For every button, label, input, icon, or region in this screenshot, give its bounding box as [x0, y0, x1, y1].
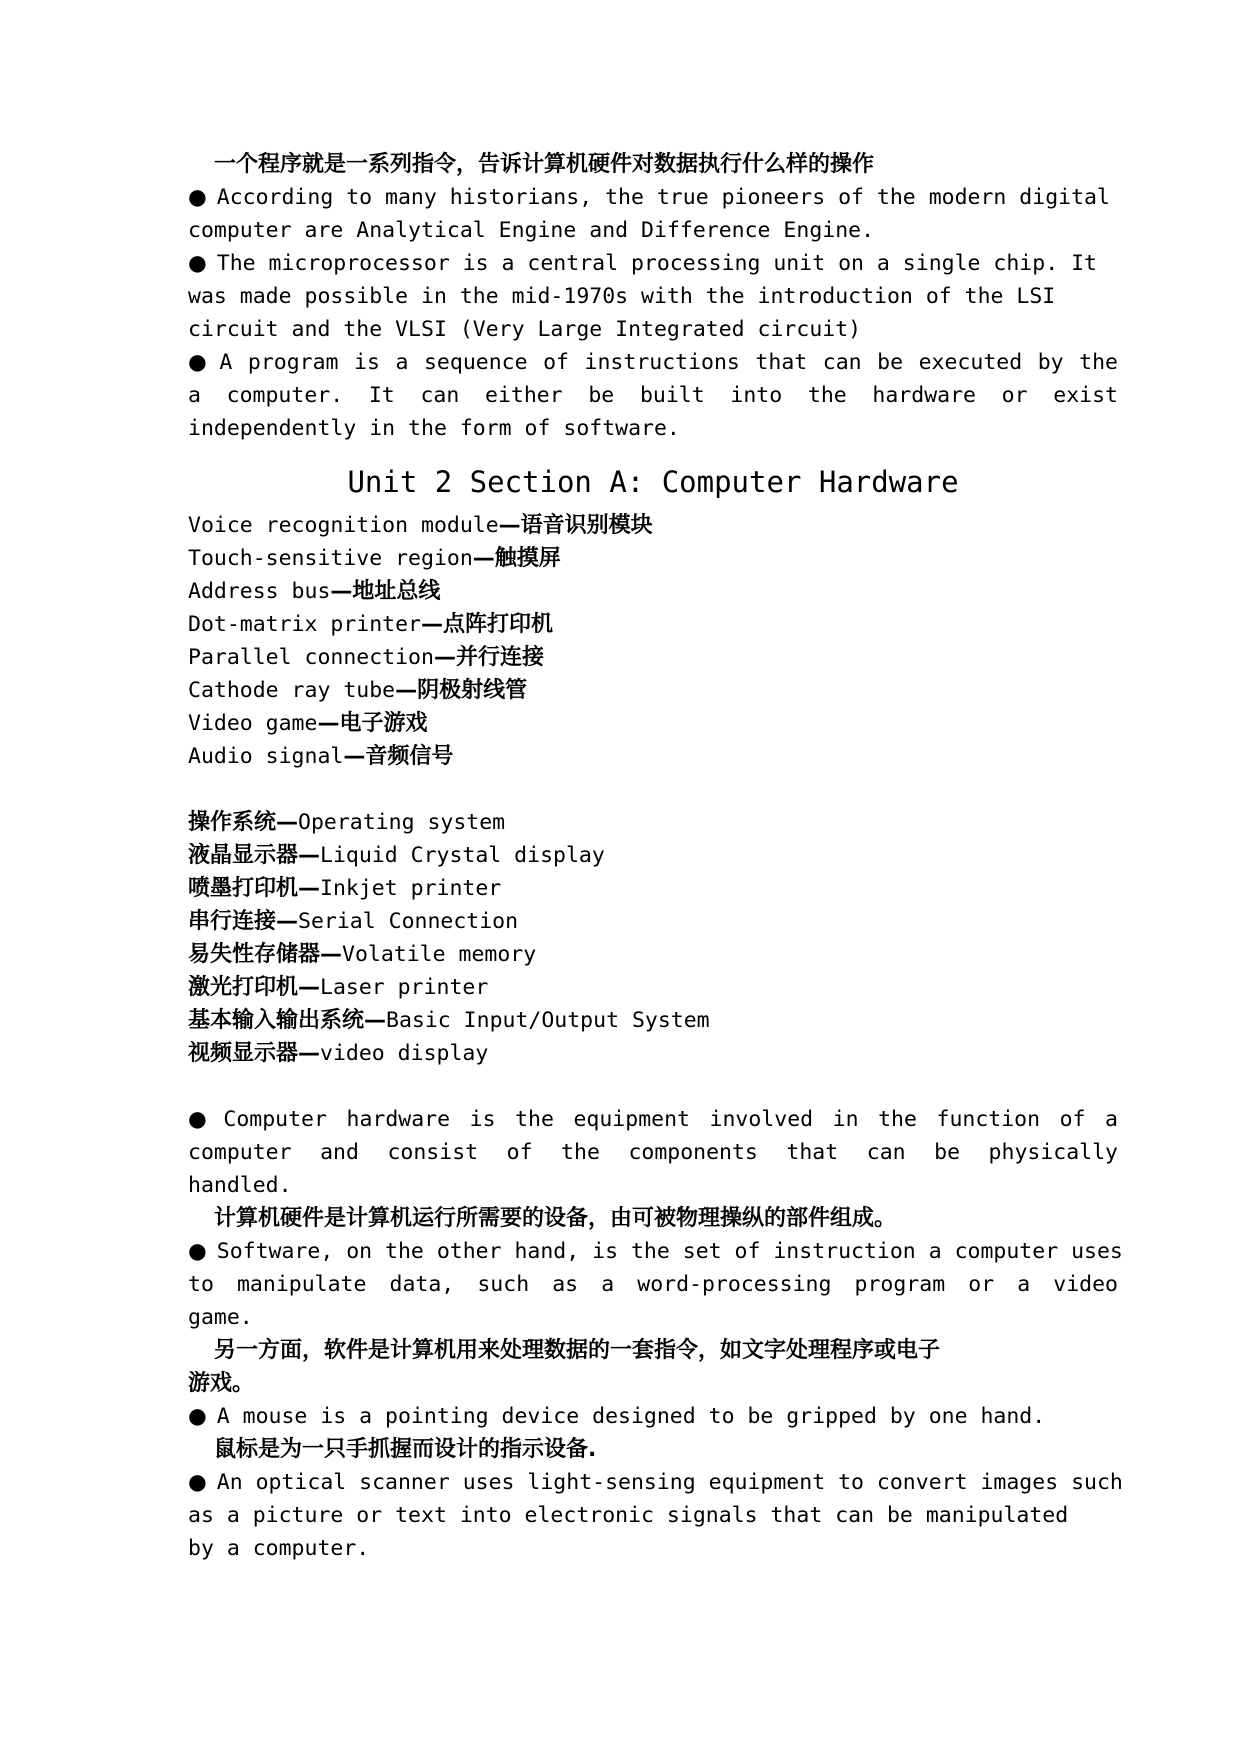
vocab-dash: —	[364, 1008, 387, 1033]
vocab-item	[188, 971, 1118, 1004]
sw-para-line-3: game.	[188, 1305, 253, 1330]
intro-bullet-1-line-2: computer are Analytical Engine and Difference Engine.	[188, 218, 875, 243]
intro-bullet-1-line-1: ● According to many historians, the true pioneers of the modern digital	[188, 181, 1118, 214]
vocab-dash: —	[276, 810, 299, 835]
vocab-en: Serial Connection	[298, 909, 519, 934]
vocab-en: Laser printer	[320, 975, 489, 1000]
vocab-item	[188, 1037, 1118, 1070]
vocab-zh: 触摸屏	[494, 546, 561, 571]
vocab-zh: 串行连接	[188, 909, 277, 934]
vocab-item	[188, 707, 1118, 740]
vocab-dash: —	[421, 612, 443, 637]
intro-bullet-2-line-1: ● The microprocessor is a central processing unit on a single chip. It	[188, 247, 1118, 280]
intro-zh-line: 一个程序就是一系列指令，告诉计算机硬件对数据执行什么样的操作	[214, 152, 875, 177]
spacer	[188, 1070, 1118, 1103]
vocab-en: Volatile memory	[342, 942, 537, 967]
scanner-para-line-1: ● An optical scanner uses light-sensing equipment to convert images such	[188, 1466, 1118, 1499]
vocab-en: Basic Input/Output System	[386, 1008, 710, 1033]
vocab-en: Inkjet printer	[320, 876, 502, 901]
mouse-para-zh: 鼠标是为一只手抓握而设计的指示设备.	[214, 1437, 597, 1462]
vocab-zh: 基本输入输出系统	[188, 1008, 365, 1033]
intro-bullet-3-line-3: independently in the form of software.	[188, 416, 680, 441]
vocab-zh: 视频显示器	[188, 1041, 299, 1066]
vocab-dash: —	[276, 909, 299, 934]
intro-bullet-2-line-3: circuit and the VLSI (Very Large Integrated circuit)	[188, 317, 862, 342]
vocab-item	[188, 938, 1118, 971]
sw-para-zh-1: 另一方面，软件是计算机用来处理数据的一套指令，如文字处理程序或电子	[214, 1338, 941, 1363]
vocab-en: video display	[320, 1041, 489, 1066]
vocab-item	[188, 575, 1118, 608]
hw-para-line-1: ● Computer hardware is the equipment involved in the function of a	[188, 1103, 1118, 1136]
vocab-dash: —	[298, 843, 321, 868]
sw-para-line-2: to manipulate data, such as a word-processing program or a video	[188, 1272, 1118, 1297]
vocab-item	[188, 509, 1118, 542]
vocab-en: Touch-sensitive region	[188, 546, 473, 571]
vocab-item	[188, 740, 1118, 773]
vocab-dash: —	[395, 678, 418, 703]
sw-para-line-1: ● Software, on the other hand, is the set of instruction a computer uses	[188, 1235, 1118, 1268]
vocab-dash: —	[320, 942, 343, 967]
scanner-para-line-2: as a picture or text into electronic signals that can be manipulated	[188, 1503, 1069, 1528]
document-page	[188, 148, 1123, 1565]
vocab-en: Audio signal	[188, 744, 344, 769]
vocab-zh: 阴极射线管	[417, 678, 528, 703]
vocab-dash: —	[298, 1041, 321, 1066]
vocab-zh: 地址总线	[352, 579, 441, 604]
vocab-en: Parallel connection	[188, 645, 434, 670]
vocab-zh: 并行连接	[455, 645, 544, 670]
mouse-para-line-1: ● A mouse is a pointing device designed to be gripped by one hand.	[188, 1400, 1118, 1433]
vocab-dash: —	[343, 744, 366, 769]
vocab-item	[188, 542, 1118, 575]
spacer	[188, 773, 1118, 806]
vocab-item	[188, 1004, 1118, 1037]
vocab-dash: —	[317, 711, 340, 736]
section-heading: Unit 2 Section A: Computer Hardware	[347, 465, 959, 499]
vocab-zh: 激光打印机	[188, 975, 299, 1000]
vocab-en: Video game	[188, 711, 318, 736]
vocab-item	[188, 905, 1118, 938]
vocab-item	[188, 641, 1118, 674]
vocab-zh: 液晶显示器	[188, 843, 299, 868]
vocab-en: Liquid Crystal display	[320, 843, 605, 868]
intro-bullet-3-line-2: a computer. It can either be built into the hardware or exist	[188, 383, 1118, 408]
vocab-en: Dot-matrix printer	[188, 612, 421, 637]
vocab-zh: 电子游戏	[339, 711, 428, 736]
vocab-en: Cathode ray tube	[188, 678, 396, 703]
vocab-en: Voice recognition module	[188, 513, 499, 538]
vocab-dash: —	[472, 546, 495, 571]
vocab-en: Address bus	[188, 579, 331, 604]
hw-para-line-3: handled.	[188, 1173, 292, 1198]
vocab-dash: —	[498, 513, 521, 538]
intro-bullet-2-line-2: was made possible in the mid-1970s with the introduction of the LSI	[188, 284, 1056, 309]
vocab-zh-en-list	[188, 806, 1118, 1070]
vocab-dash: —	[433, 645, 456, 670]
vocab-item	[188, 839, 1118, 872]
vocab-item	[188, 608, 1118, 641]
vocab-zh: 音频信号	[365, 744, 454, 769]
vocab-dash: —	[298, 876, 321, 901]
vocab-zh: 喷墨打印机	[188, 876, 299, 901]
hw-para-line-2: computer and consist of the components that can be physically	[188, 1140, 1118, 1165]
vocab-item	[188, 872, 1118, 905]
vocab-dash: —	[330, 579, 353, 604]
hw-para-zh: 计算机硬件是计算机运行所需要的设备，由可被物理操纵的部件组成。	[214, 1206, 897, 1231]
vocab-item	[188, 806, 1118, 839]
vocab-zh: 语音识别模块	[520, 513, 653, 538]
vocab-zh: 易失性存储器	[188, 942, 321, 967]
vocab-en-zh-list	[188, 509, 1118, 773]
vocab-en: Operating system	[298, 810, 506, 835]
vocab-item	[188, 674, 1118, 707]
vocab-zh: 操作系统	[188, 810, 277, 835]
intro-bullet-3-line-1: ● A program is a sequence of instructions that can be executed by the	[188, 346, 1118, 379]
vocab-dash: —	[298, 975, 321, 1000]
scanner-para-line-3: by a computer.	[188, 1536, 370, 1561]
vocab-zh: 点阵打印机	[443, 612, 554, 637]
sw-para-zh-2: 游戏。	[188, 1371, 255, 1396]
